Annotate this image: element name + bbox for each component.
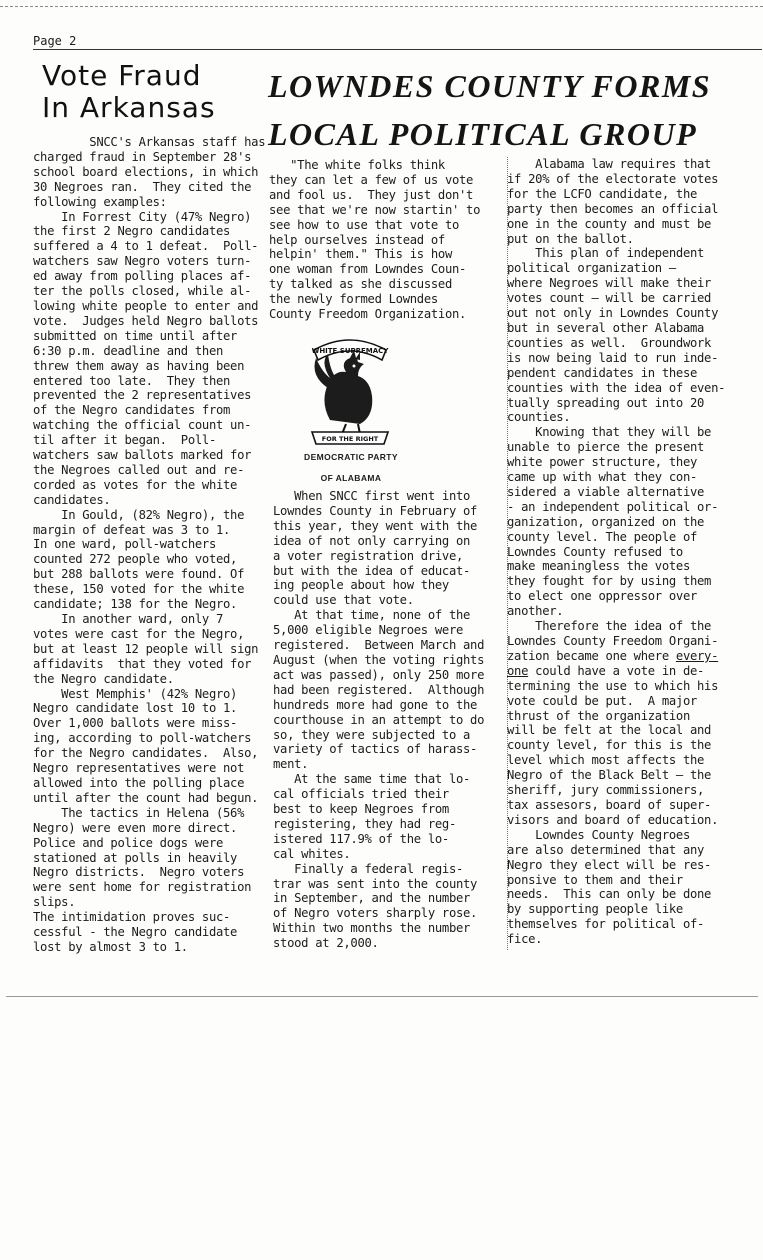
top-edge-rule	[0, 6, 763, 7]
bottom-rule	[6, 996, 758, 997]
column3-underlined-every: every-	[675, 648, 719, 663]
page-number: Page 2	[33, 34, 77, 48]
column3-text-c: could have a vote in de- termining the use to which his vote could be put. A major thrust of the organization will be felt at the local and county level, for this is the level which most affects the Negro of the Black Belt — the sheriff, jury commissioners, tax assesors, board of super- visors and board of education. Lowndes County Negroes are also determined that any Negro they elect will be res- ponsive to them and their needs. This can only be done by supporting people like themselves for political of- fice.	[507, 663, 719, 947]
main-article-lead-quote: "The white folks think they can let a few of us vote and fool us. They just don't see that we're now startin' to see how to use that vote to help ourselves instead of helpin' them." This is how one woman from Lowndes Coun- ty talked as she discussed the newly formed Lowndes County Freedom Organization.	[269, 158, 481, 322]
emblem-top-banner-text: WHITE SUPREMACY	[311, 347, 389, 355]
main-headline-line2: LOCAL POLITICAL GROUP	[268, 116, 698, 152]
header-rule	[33, 49, 762, 50]
emblem-caption-line1: DEMOCRATIC PARTY	[304, 452, 398, 462]
column3-text-a: Alabama law requires that if 20% of the electorate votes for the LCFO candidate, the party then becomes an official one in the county and must be put on the ballot. This plan of independent political organization — where Negroes will make their votes count — will be carried out not only in Lowndes County but in several other Alabama counties as well. Groundwork is now being laid to run inde- pendent candidates in these counties with the idea of even- tually spreading out into 20 counties. Knowing that they will be unable to pierce the present white power structure, they came up with what they con- sidered a viable alternative - an independent political or- ganization, organized on the county level. The people of Lowndes County refused to make meaningless the votes they fought for by using them to elect one oppressor over another. Therefore the idea of the Lowndes County Freedom Organi- zation became one where	[507, 157, 726, 663]
rooster-emblem	[300, 332, 400, 448]
emblem-bottom-banner-text: FOR THE RIGHT	[321, 435, 379, 443]
emblem-caption-line2: OF ALABAMA	[320, 473, 382, 483]
column3-underlined-one: one	[507, 663, 529, 678]
main-article-column2: When SNCC first went into Lowndes County in February of this year, they went with the idea of not only carrying on a voter registration drive, but with the idea of educat- ing people about how they could use that vote. At that time, none of the 5,000 eligible Negroes were registered. Between March and August (when the voting rights act was passed), only 250 more had been registered. Although hundreds more had gone to the courthouse in an attempt to do so, they were subjected to a variety of tactics of harass- ment. At the same time that lo- cal officials tried their best to keep Negroes from registering, they had reg- istered 117.9% of the lo- cal whites. Finally a federal regis- trar was sent into the county in September, and the number of Negro voters sharply rose. Within two months the number stood at 2,000.	[273, 489, 485, 951]
left-article-body: SNCC's Arkansas staff has charged fraud in September 28's school board elections, in which 30 Negroes ran. They cited the following examples: In Forrest City (47% Negro) the first 2 Negro candidates suffered a 4 to 1 defeat. Poll- watchers saw Negro voters turn- ed away from polling places af- ter the polls closed, while al- lowing white people to enter and vote. Judges held Negro ballots submitted on time until after 6:30 p.m. deadline and then threw them away as having been entered too late. They then prevented the 2 representatives of the Negro candidates from watching the official count un- til after it began. Poll- watchers saw ballots marked for the Negroes called out and re- corded as votes for the white candidates. In Gould, (82% Negro), the margin of defeat was 3 to 1. In one ward, poll-watchers counted 272 people who voted, but 288 ballots were found. Of these, 150 voted for the white candidate; 138 for the Negro. In another ward, only 7 votes were cast for the Negro, but at least 12 people will sign affidavits that they voted for the Negro candidate. West Memphis' (42% Negro) Negro candidate lost 10 to 1. Over 1,000 ballots were miss- ing, according to poll-watchers for the Negro candidates. Also, Negro representatives were not allowed into the polling place until after the count had begun. The tactics in Helena (56% Negro) were even more direct. Police and police dogs were stationed at polls in heavily Negro districts. Negro voters were sent home for registration slips. The intimidation proves suc- cessful - the Negro candidate lost by almost 3 to 1.	[33, 135, 266, 954]
main-headline-line1: LOWNDES COUNTY FORMS	[268, 68, 712, 104]
main-article-column3	[507, 157, 742, 947]
left-article-headline: Vote Fraud In Arkansas	[42, 59, 216, 124]
rooster-emblem-icon	[300, 332, 400, 448]
